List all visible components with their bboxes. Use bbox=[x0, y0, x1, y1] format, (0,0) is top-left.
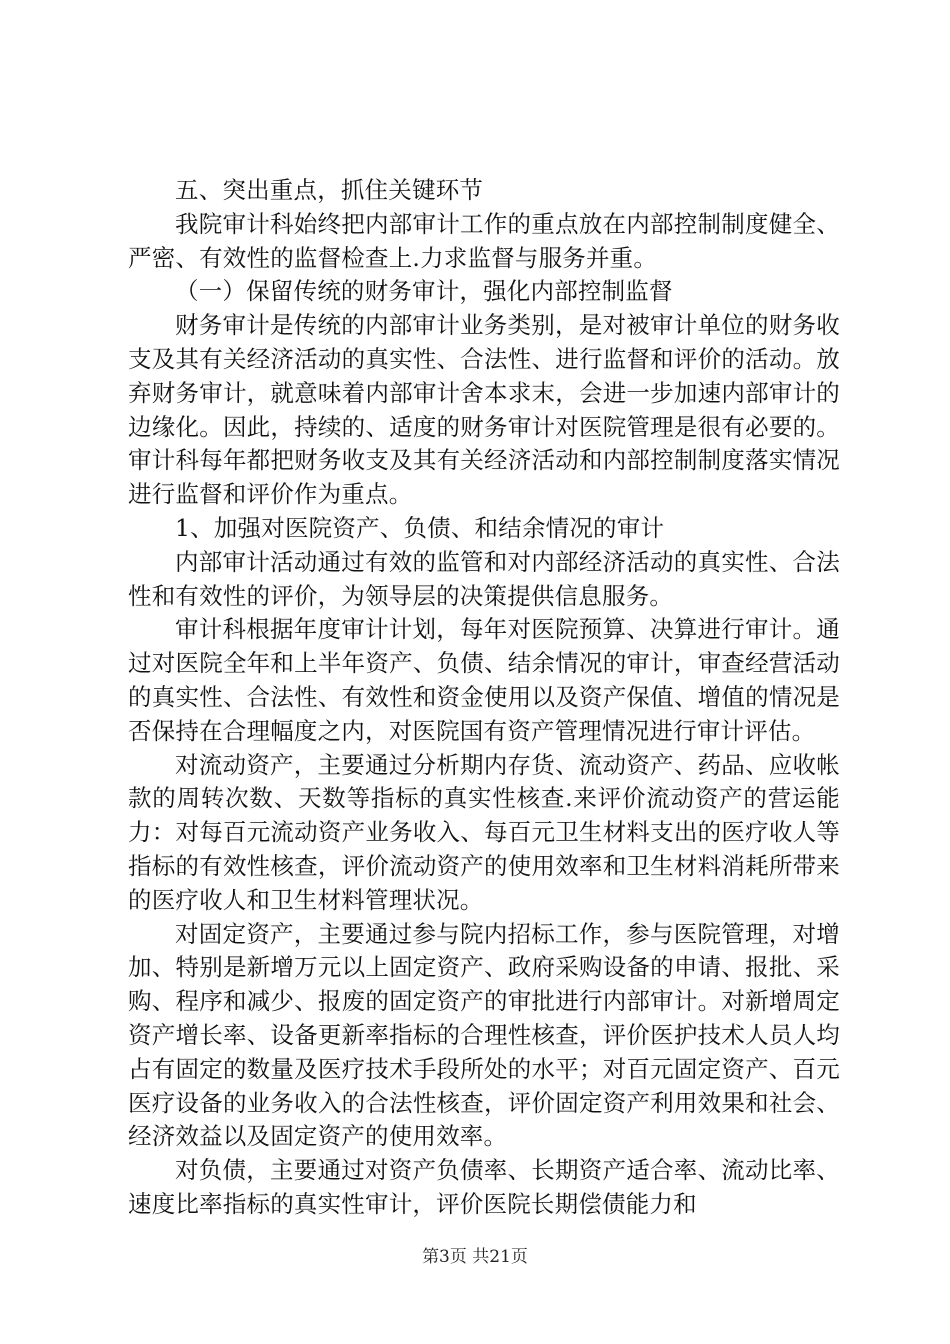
body-paragraph: 我院审计科始终把内部审计工作的重点放在内部控制制度健全、严密、有效性的监督检查上.力求监督与服务并重。 bbox=[128, 209, 840, 272]
body-paragraph: 财务审计是传统的内部审计业务类别，是对被审计单位的财务收支及其有关经济活动的真实性、合法性、进行监督和评价的活动。放弃财务审计，就意味着内部审计舍本求末，会进一步加速内部审计的边缘化。因此，持续的、适度的财务审计对医院管理是很有必要的。审计科每年都把财务收支及其有关经济活动和内部控制制度落实情况进行监督和评价作为重点。 bbox=[128, 311, 840, 509]
body-paragraph: 对流动资产，主要通过分析期内存货、流动资产、药品、应收帐款的周转次数、天数等指标的真实性核查.来评价流动资产的营运能力：对每百元流动资产业务收入、每百元卫生材料支出的医疗收人等指标的有效性核查，评价流动资产的使用效率和卫生材料消耗所带来的医疗收人和卫生材料管理状况。 bbox=[128, 750, 840, 914]
body-paragraph: 审计科根据年度审计计划，每年对医院预算、决算进行审计。通过对医院全年和上半年资产、负债、结余情况的审计，审查经营活动的真实性、合法性、有效性和资金使用以及资产保值、增值的情况是否保持在合理幅度之内，对医院国有资产管理情况进行审计评估。 bbox=[128, 615, 840, 745]
item-heading: 1、加强对医院资产、负债、和结余情况的审计 bbox=[175, 513, 665, 542]
body-paragraph: 内部审计活动通过有效的监管和对内部经济活动的真实性、合法性和有效性的评价，为领导层的决策提供信息服务。 bbox=[128, 547, 840, 610]
document-body bbox=[128, 174, 840, 1222]
body-paragraph: 对负债，主要通过对资产负债率、长期资产适合率、流动比率、速度比率指标的真实性审计，评价医院长期偿债能力和 bbox=[128, 1156, 840, 1218]
subsection-heading: （一）保留传统的财务审计，强化内部控制监督 bbox=[175, 277, 673, 306]
page-number-footer: 第3页 共21页 bbox=[422, 1247, 528, 1267]
body-paragraph: 对固定资产，主要通过参与院内招标工作，参与医院管理，对增加、特别是新增万元以上固定资产、政府采购设备的申请、报批、采购、程序和减少、报废的固定资产的审批进行内部审计。对新增周定资产增长率、设备更新率指标的合理性核查，评价医护技术人员人均占有固定的数量及医疗技术手段所处的水平；对百元固定资产、百元医疗设备的业务收入的合法性核查，评价固定资产利用效果和社会、经济效益以及固定资产的使用效率。 bbox=[128, 919, 840, 1151]
section-heading: 五、突出重点，抓住关键环节 bbox=[175, 176, 484, 204]
